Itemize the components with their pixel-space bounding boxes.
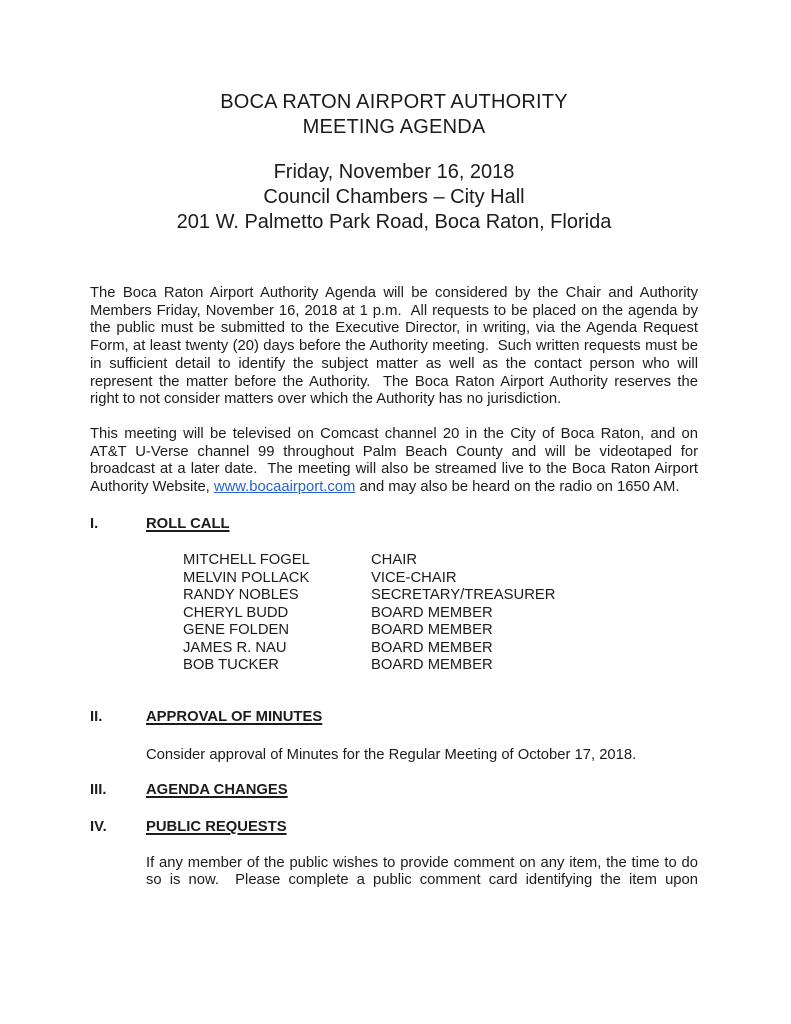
meeting-info: [90, 160, 698, 235]
member-name: MITCHELL FOGEL: [183, 552, 310, 569]
roll-call-table: [183, 552, 698, 675]
section-public-heading: PUBLIC REQUESTS: [146, 819, 287, 836]
roll-call-row: [183, 605, 698, 623]
section-agenda-numeral: III.: [90, 782, 107, 799]
meeting-address: 201 W. Palmetto Park Road, Boca Raton, Florida: [176, 211, 612, 233]
section-roll-call-numeral: I.: [90, 515, 99, 532]
member-name: BOB TUCKER: [183, 657, 279, 674]
approval-of-minutes-body: Consider approval of Minutes for the Regular Meeting of October 17, 2018.: [146, 746, 637, 763]
roll-call-row: [183, 622, 698, 640]
section-approval-of-minutes: [90, 709, 698, 727]
public-requests-body: If any member of the public wishes to provide comment on any item, the time to do so is now. Please complete a public comment card identifying the item upon: [146, 854, 703, 889]
member-name: RANDY NOBLES: [183, 587, 299, 604]
member-title: VICE-CHAIR: [371, 569, 457, 586]
section-public-requests: [90, 819, 698, 837]
website-link[interactable]: www.bocaairport.com: [213, 479, 356, 496]
section-approval-numeral: II.: [90, 708, 103, 725]
section-agenda-heading: AGENDA CHANGES: [146, 782, 288, 799]
intro-paragraph: The Boca Raton Airport Authority Agenda will be considered by the Chair and Authority Members Friday, November 16, 2018 at 1 p.m. All requests to be placed on the agenda by the public must be submitted to the Executive Director, in writing, via the Agenda Request Form, at least twenty (20) days before the Authority meeting. Such written requests must be in sufficient detail to identify the subject matter as well as the contact person who will represent the matter before the Authority. The Boca Raton Airport Authority reserves the right to not consider matters over which the Authority has no jurisdiction.: [90, 285, 703, 408]
document-title-line2: MEETING AGENDA: [302, 116, 486, 138]
roll-call-row: [183, 640, 698, 658]
broadcast-text-after: and may also be heard on the radio on 1650 AM.: [355, 479, 680, 496]
member-name: GENE FOLDEN: [183, 622, 290, 639]
broadcast-paragraph: [90, 425, 703, 497]
meeting-location: Council Chambers – City Hall: [263, 186, 525, 208]
section-public-numeral: IV.: [90, 819, 107, 836]
section-roll-call-heading: ROLL CALL: [146, 515, 230, 532]
member-title: BOARD MEMBER: [371, 604, 493, 621]
section-approval-heading: APPROVAL OF MINUTES: [146, 708, 323, 725]
member-title: SECRETARY/TREASURER: [371, 587, 556, 604]
roll-call-row: [183, 570, 698, 588]
member-name: MELVIN POLLACK: [183, 569, 310, 586]
document-content: [90, 0, 703, 890]
meeting-date: Friday, November 16, 2018: [273, 161, 515, 183]
member-title: BOARD MEMBER: [371, 622, 493, 639]
roll-call-row: [183, 587, 698, 605]
broadcast-text-before: This meeting will be televised on Comcast channel 20 in the City of Boca Raton, and on AT&T U-Verse channel 99 throughout Palm Beach County and will be videotaped for broadcast at a later date. The meeting will also be streamed live to the Boca Raton Airport Authority Website,: [90, 425, 703, 496]
roll-call-row: [183, 552, 698, 570]
section-agenda-changes: [90, 782, 698, 800]
member-title: BOARD MEMBER: [371, 657, 493, 674]
section-roll-call: [90, 516, 698, 534]
member-title: BOARD MEMBER: [371, 639, 493, 656]
member-name: JAMES R. NAU: [183, 639, 287, 656]
document-title-line1: BOCA RATON AIRPORT AUTHORITY: [220, 91, 568, 113]
member-title: CHAIR: [371, 552, 418, 569]
member-name: CHERYL BUDD: [183, 604, 289, 621]
roll-call-row: [183, 657, 698, 675]
document-header: [90, 90, 698, 140]
